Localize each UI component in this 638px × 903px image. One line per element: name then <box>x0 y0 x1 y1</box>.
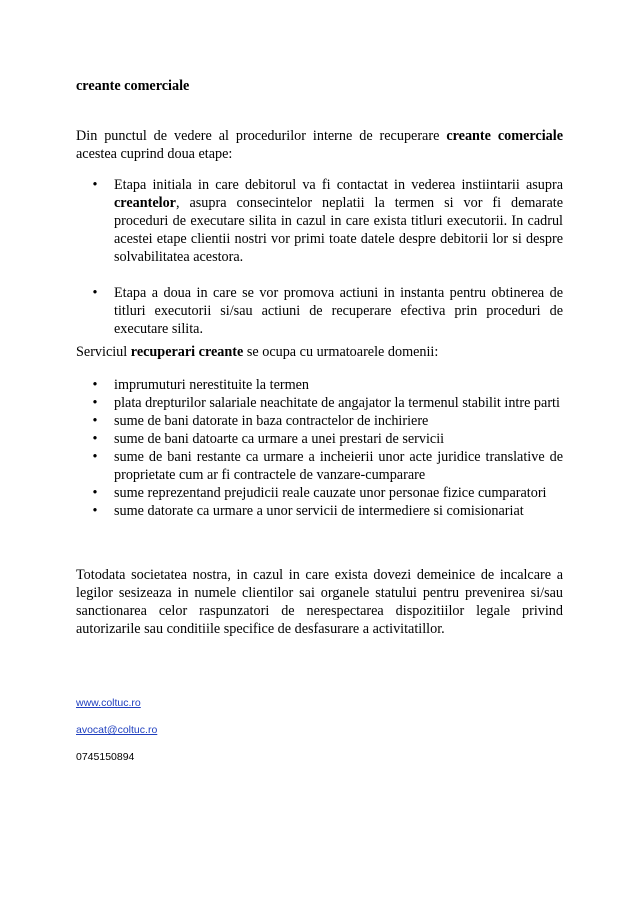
bullet-icon: • <box>92 395 98 411</box>
bullet-icon: • <box>92 485 98 501</box>
list-item <box>76 394 563 412</box>
domains-list <box>76 376 563 520</box>
bullet-icon: • <box>92 413 98 429</box>
phone-number: 0745150894 <box>76 751 135 763</box>
services-bold-term: recuperari creante <box>130 344 244 360</box>
domain-text: imprumuturi nerestituite la termen <box>114 377 310 393</box>
page-title: creante comerciale <box>76 78 190 94</box>
stage-text-end: , asupra consecintelor neplatii la termen si vor fi demarate proceduri de executare silita in cazul in care exista titluri executorii. In cadrul acestei etape clientii nostri vor primi toate datele despre debitorii lor si despre solvabilitatea acestora. <box>114 195 563 265</box>
stage-bold-term: creantelor <box>114 195 176 211</box>
domain-text: sume datorate ca urmare a unor servicii de intermediere si comisionariat <box>114 503 524 519</box>
list-item <box>76 284 563 338</box>
domain-text: plata drepturilor salariale neachitate de angajator la termenul stabilit intre parti <box>114 395 560 411</box>
services-paragraph <box>76 343 563 361</box>
list-item <box>76 430 563 448</box>
stage-text-start: Etapa initiala in care debitorul va fi contactat in vederea instiintarii asupra <box>114 177 563 193</box>
list-item <box>76 448 563 484</box>
services-text-start: Serviciul <box>76 344 131 360</box>
intro-bold-term: creante comerciale <box>446 128 563 144</box>
domain-text: sume de bani datorate in baza contractelor de inchiriere <box>114 413 429 429</box>
intro-text-start: Din punctul de vedere al procedurilor interne de recuperare <box>76 128 447 144</box>
list-item <box>76 376 563 394</box>
services-text-end: se ocupa cu urmatoarele domenii: <box>243 344 439 360</box>
stage-text-start: Etapa a doua in care se vor promova actiuni in instanta pentru obtinerea de titluri executorii si/sau actiuni de recuperare efectiva prin proceduri de executare silita. <box>114 285 563 337</box>
website-link[interactable]: www.coltuc.ro <box>76 697 141 709</box>
intro-text-end: acestea cuprind doua etape: <box>76 146 233 162</box>
domain-text: sume de bani datoarte ca urmare a unei prestari de servicii <box>114 431 445 447</box>
list-item <box>76 484 563 502</box>
list-item <box>76 412 563 430</box>
bullet-icon: • <box>92 177 98 193</box>
list-item <box>76 176 563 266</box>
bullet-icon: • <box>92 285 98 301</box>
email-link[interactable]: avocat@coltuc.ro <box>76 724 158 736</box>
bullet-icon: • <box>92 449 98 465</box>
stages-list <box>76 176 563 356</box>
closing-paragraph: Totodata societatea nostra, in cazul in care exista dovezi demeinice de incalcare a legilor sesizeaza in numele clientilor sai organele statului pentru prevenirea si/sau sanctionarea celor raspunzatori de nerespectarea dispozitiilor legale privind autorizarile sau conditiile specifice de desfasurare a activitatillor. <box>76 567 563 637</box>
bullet-icon: • <box>92 377 98 393</box>
bullet-icon: • <box>92 431 98 447</box>
bullet-icon: • <box>92 503 98 519</box>
domain-text: sume de bani restante ca urmare a incheierii unor acte juridice translative de proprietate cum ar fi contractele de vanzare-cumparare <box>114 449 563 483</box>
intro-paragraph <box>76 127 563 163</box>
domain-text: sume reprezentand prejudicii reale cauzate unor personae fizice cumparatori <box>114 485 547 501</box>
list-item <box>76 502 563 520</box>
